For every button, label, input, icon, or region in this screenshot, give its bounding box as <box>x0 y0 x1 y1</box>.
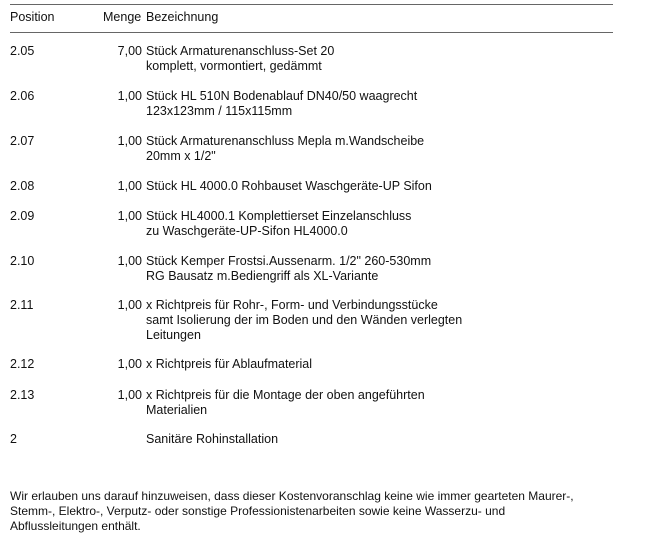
row-position: 2.06 <box>10 89 35 103</box>
description-line: x Richtpreis für Rohr-, Form- und Verbindungsstücke <box>146 298 438 312</box>
row-position: 2.12 <box>10 357 35 371</box>
row-quantity: 1,00 <box>117 89 142 103</box>
header-rule <box>10 32 613 33</box>
row-description <box>146 179 432 194</box>
row-description <box>146 254 431 284</box>
note-line: Wir erlauben uns darauf hinzuweisen, dass dieser Kostenvoranschlag keine wie immer gearteten Maurer-, <box>10 489 574 503</box>
description-line: 123x123mm / 115x115mm <box>146 104 293 118</box>
row-quantity: 1,00 <box>117 254 142 268</box>
row-quantity: 1,00 <box>117 134 142 148</box>
row-position: 2.09 <box>10 209 35 223</box>
header-menge: Menge <box>103 10 142 24</box>
disclaimer-note <box>10 489 650 534</box>
row-description <box>146 298 462 343</box>
row-quantity: 1,00 <box>117 357 142 371</box>
description-line: x Richtpreis für die Montage der oben angeführten <box>146 388 425 402</box>
row-position: 2.05 <box>10 44 35 58</box>
header-bezeichnung: Bezeichnung <box>146 10 219 24</box>
description-line: Materialien <box>146 403 208 417</box>
row-quantity: 1,00 <box>117 179 142 193</box>
description-line: Stück Armaturenanschluss Mepla m.Wandscheibe <box>146 134 425 148</box>
row-position: 2.10 <box>10 254 35 268</box>
description-line: samt Isolierung der im Boden und den Wänden verlegten <box>146 313 463 327</box>
row-description <box>146 432 278 447</box>
description-line: Stück Kemper Frostsi.Aussenarm. 1/2" 260-530mm <box>146 254 432 268</box>
row-position: 2.13 <box>10 388 35 402</box>
row-position: 2.07 <box>10 134 35 148</box>
description-line: 20mm x 1/2" <box>146 149 216 163</box>
description-line: zu Waschgeräte-UP-Sifon HL4000.0 <box>146 224 348 238</box>
row-description <box>146 89 417 119</box>
row-description <box>146 209 411 239</box>
description-line: Stück HL4000.1 Komplettierset Einzelanschluss <box>146 209 412 223</box>
description-line: Sanitäre Rohinstallation <box>146 432 279 446</box>
top-rule <box>10 4 613 5</box>
row-description <box>146 134 424 164</box>
row-description <box>146 388 425 418</box>
description-line: Leitungen <box>146 328 201 342</box>
row-description <box>146 44 334 74</box>
row-position: 2.11 <box>10 298 34 312</box>
header-position: Position <box>10 10 55 24</box>
description-line: x Richtpreis für Ablaufmaterial <box>146 357 313 371</box>
description-line: Stück HL 4000.0 Rohbauset Waschgeräte-UP Sifon <box>146 179 432 193</box>
row-position: 2 <box>10 432 17 446</box>
description-line: komplett, vormontiert, gedämmt <box>146 59 322 73</box>
note-line: Abflussleitungen enthält. <box>10 519 141 533</box>
row-quantity: 7,00 <box>117 44 142 58</box>
description-line: Stück Armaturenanschluss-Set 20 <box>146 44 335 58</box>
row-description <box>146 357 312 372</box>
row-quantity: 1,00 <box>117 209 142 223</box>
row-quantity: 1,00 <box>117 298 142 312</box>
note-line: Stemm-, Elektro-, Verputz- oder sonstige Professionistenarbeiten sowie keine Wasserzu- und <box>10 504 506 518</box>
description-line: Stück HL 510N Bodenablauf DN40/50 waagrecht <box>146 89 418 103</box>
row-quantity: 1,00 <box>117 388 142 402</box>
description-line: RG Bausatz m.Bediengriff als XL-Variante <box>146 269 379 283</box>
row-position: 2.08 <box>10 179 35 193</box>
